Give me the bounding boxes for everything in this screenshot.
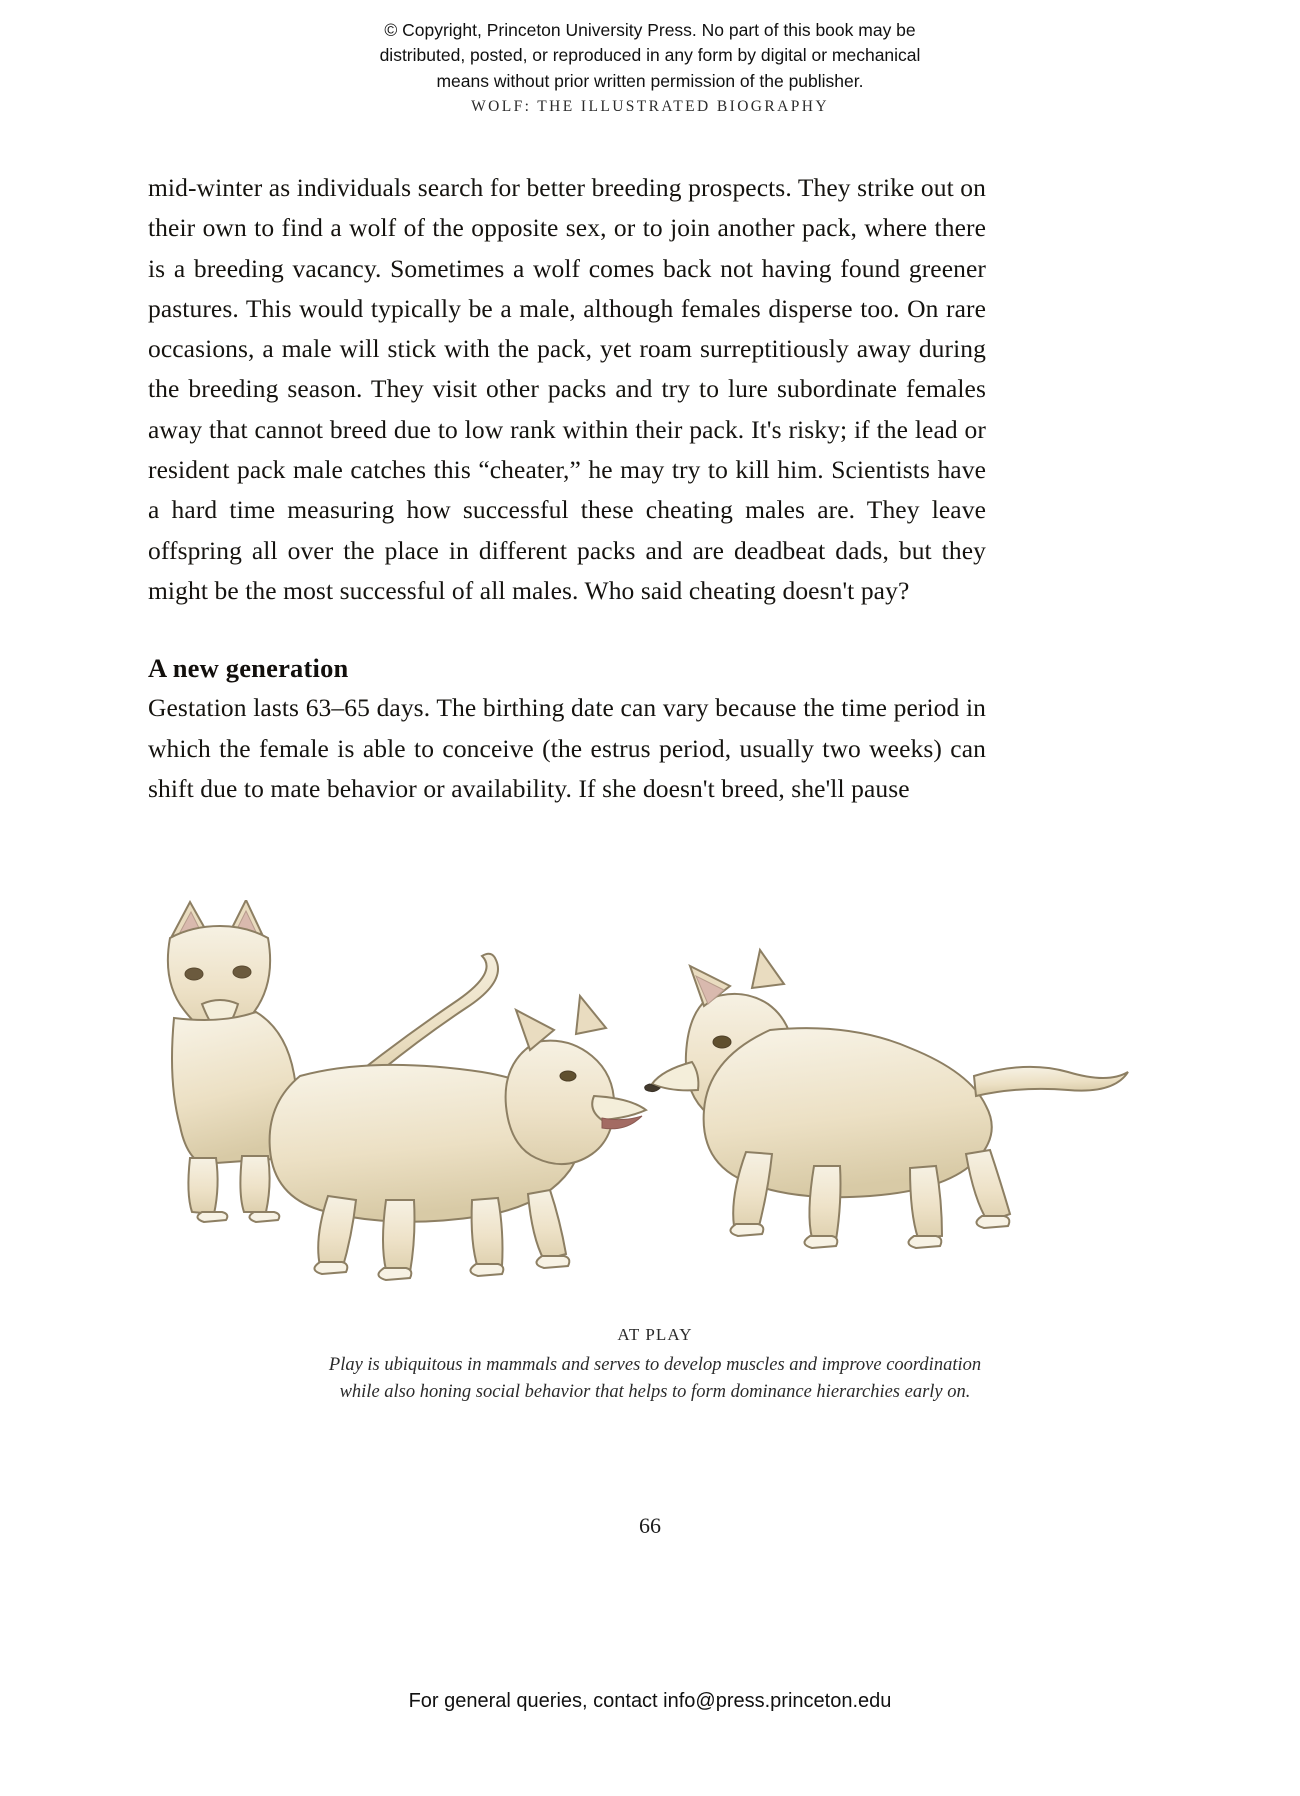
wolf-pups-illustration bbox=[150, 900, 1160, 1320]
running-head: WOLF: THE ILLUSTRATED BIOGRAPHY bbox=[471, 98, 829, 115]
copyright-notice bbox=[0, 18, 1300, 94]
copyright-line-1: © Copyright, Princeton University Press. No part of this book may be bbox=[384, 20, 916, 40]
copyright-line-2: distributed, posted, or reproduced in any form by digital or mechanical bbox=[379, 45, 921, 66]
body-paragraph-1: mid-winter as individuals search for better breeding prospects. They strike out on their own to find a wolf of the opposite sex, or to join another pack, where there is a breeding vacancy. Sometimes a wolf comes back not having found greener pastures. This would typically be a male, although females disperse too. On rare occasions, a male will stick with the pack, yet roam surreptitiously away during the breeding season. They visit other packs and try to lure subordinate females away that cannot breed due to low rank within their pack. It's risky; if the lead or resident pack male catches this “cheater,” he may try to kill him. Scientists have a hard time measuring how successful these cheating males are. They leave offspring all over the place in different packs and are deadbeat dads, but they might be the most successful of all males. Who said cheating doesn't pay? bbox=[148, 173, 986, 605]
caption-line-2: while also honing social behavior that helps to form dominance hierarchies early on. bbox=[339, 1382, 971, 1402]
footer-queries-note: For general queries, contact info@press.princeton.edu bbox=[408, 1690, 892, 1712]
pup-center bbox=[270, 954, 646, 1280]
pup-right bbox=[645, 950, 1128, 1248]
page-number: 66 bbox=[639, 1513, 661, 1538]
caption-title: AT PLAY bbox=[617, 1325, 693, 1344]
text-column bbox=[148, 168, 986, 809]
copyright-line-3: means without prior written permission of the publisher. bbox=[436, 70, 864, 91]
body-paragraph-2: Gestation lasts 63–65 days. The birthing date can vary because the time period in which the female is able to conceive (the estrus period, usually two weeks) can shift due to mate behavior or availability. If she doesn't breed, she'll pause bbox=[148, 693, 986, 803]
caption-line-1: Play is ubiquitous in mammals and serves to develop muscles and improve coordination bbox=[328, 1355, 982, 1375]
section-heading: A new generation bbox=[148, 653, 349, 684]
figure-caption bbox=[150, 1325, 1160, 1406]
